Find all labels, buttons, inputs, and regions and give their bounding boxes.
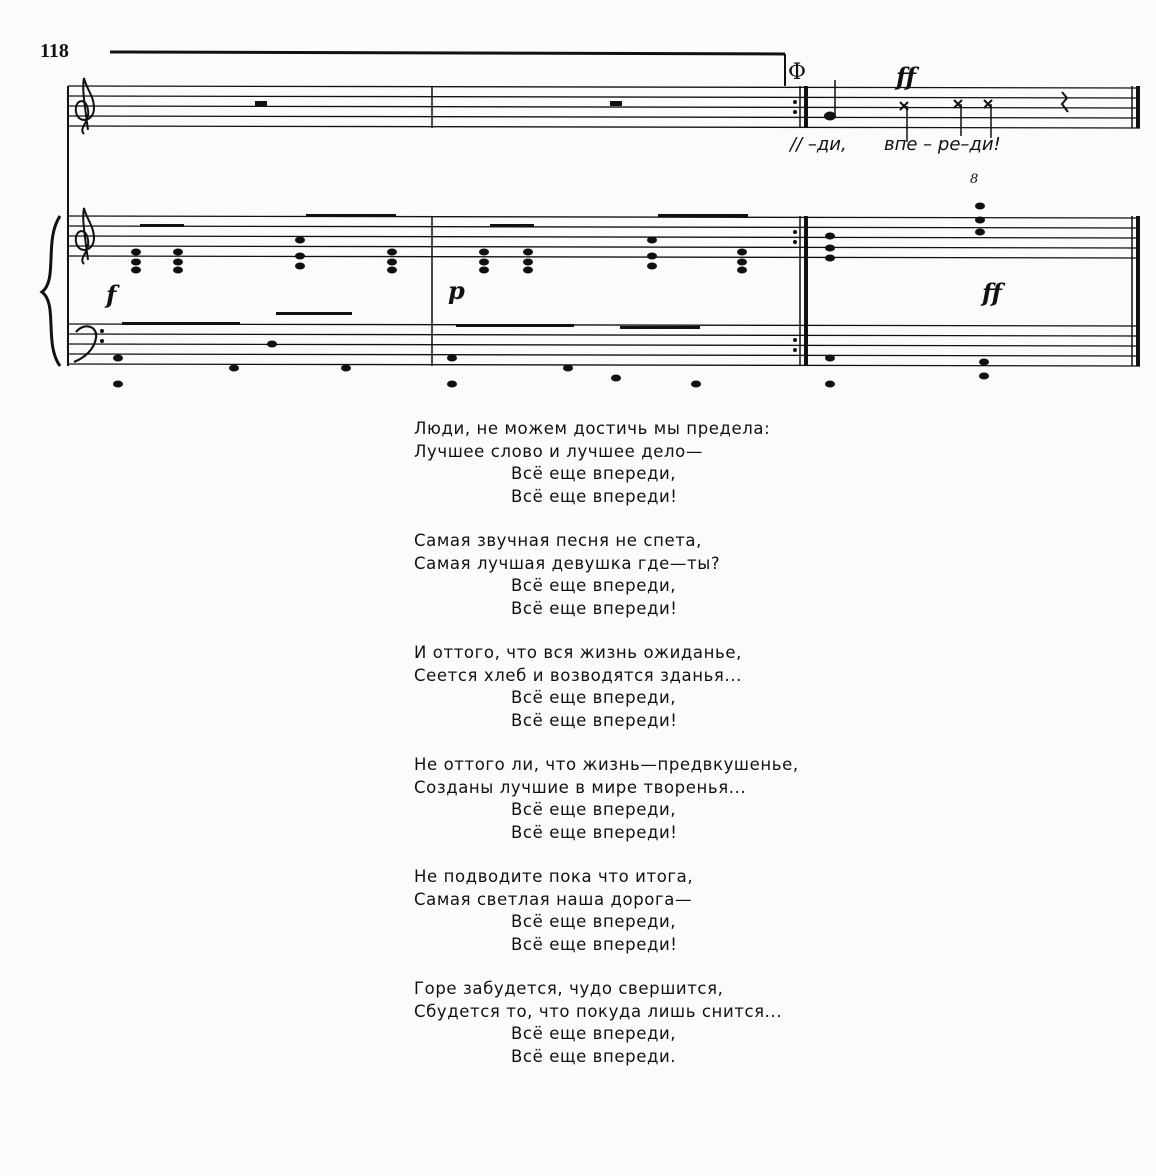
lyric-line: Сеется хлеб и возводятся зданья... [414, 665, 742, 685]
lyric-line: Люди, не можем достичь мы предела: [414, 419, 771, 438]
lyric-line: Самая лучшая девушка где—ты? [414, 553, 721, 573]
coda-icon: Φ [788, 60, 807, 85]
page-number: 118 [40, 40, 69, 62]
refrain-line: Всё еще впереди, [511, 912, 677, 931]
piano-dynamic-m1: f [106, 280, 117, 309]
refrain-line: Всё еще впереди! [511, 822, 678, 842]
lyric-line: Сбудется то, что покуда лишь снится... [414, 1001, 783, 1021]
voice-staff [68, 86, 1140, 128]
refrain-line: Всё еще впереди, [511, 576, 677, 595]
refrain-line: Всё еще впереди! [511, 934, 678, 954]
stanza [414, 866, 934, 956]
lyric-line: Горе забудется, чудо свершится, [414, 979, 724, 998]
lyric-line: Лучшее слово и лучшее дело— [414, 441, 703, 461]
lyric-line: Не оттого ли, что жизнь—предвкушенье, [414, 755, 799, 774]
piano-bass-staff [68, 324, 1140, 366]
refrain-line: Всё еще впереди! [511, 710, 678, 730]
lyric-line: Самая светлая наша дорога— [414, 889, 693, 909]
voice-lyric-2: впе – ре–ди! [884, 134, 1001, 155]
refrain-line: Всё еще впереди, [511, 1024, 677, 1043]
refrain-line: Всё еще впереди, [511, 800, 677, 819]
music-score [0, 0, 1156, 400]
refrain-line: Всё еще впереди. [511, 1046, 677, 1066]
refrain-line: Всё еще впереди! [511, 486, 678, 506]
voice-dynamic: ff [896, 62, 916, 91]
refrain-line: Всё еще впереди, [511, 688, 677, 707]
piano-chords-m1 [131, 214, 397, 274]
piano-bass-notes [113, 312, 989, 388]
stanza [414, 754, 934, 844]
refrain-line: Всё еще впереди! [511, 598, 678, 618]
stanza [414, 530, 934, 620]
refrain-line: Всё еще впереди, [511, 464, 677, 483]
piano-dynamic-m3: ff [982, 278, 1002, 307]
stanza [414, 978, 934, 1068]
ottava-mark: 8 [970, 172, 979, 187]
piano-dynamic-m2: p [448, 276, 465, 305]
lyric-line: Не подводите пока что итога, [414, 867, 694, 886]
stanza [414, 642, 934, 732]
lyrics-stanzas [414, 418, 934, 1090]
voice-lyric-1: // –ди, [790, 134, 847, 155]
lyric-line: И оттого, что вся жизнь ожиданье, [414, 643, 742, 662]
lyric-line: Самая звучная песня не спета, [414, 531, 702, 550]
stanza [414, 418, 934, 508]
lyric-line: Созданы лучшие в мире творенья... [414, 777, 747, 797]
piano-chords-m2 [479, 214, 748, 274]
